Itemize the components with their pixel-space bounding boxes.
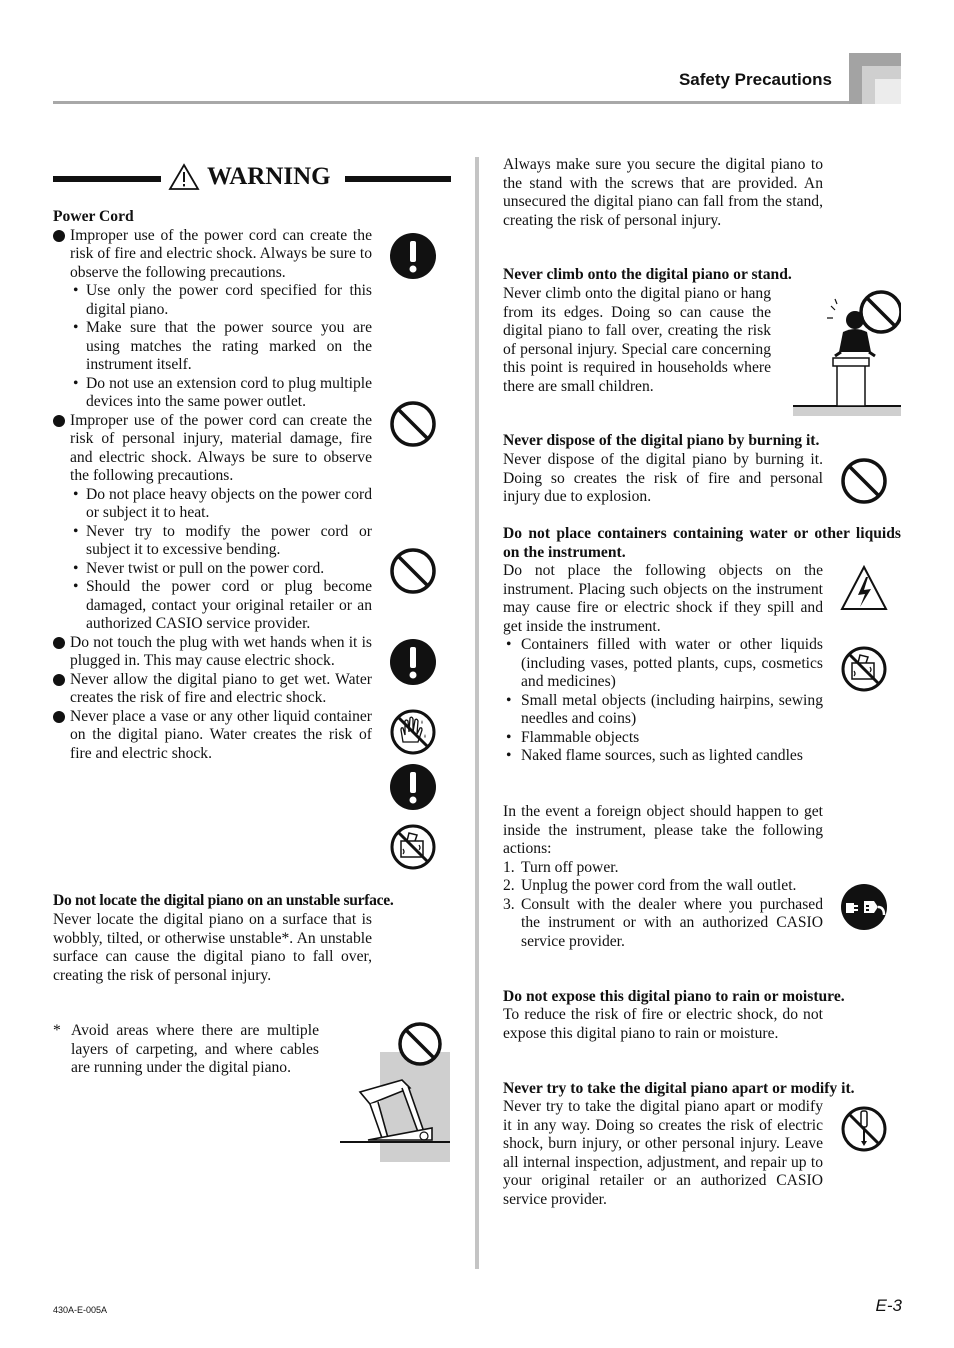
containers-item: • Naked flame sources, such as lighted candles: [506, 747, 803, 764]
bullet-dot: [53, 711, 65, 723]
power-cord-section: [53, 208, 372, 763]
apart-body-block: [503, 1098, 823, 1209]
power-cord-sub-item: • Make sure that the power source you are using matches the rating marked on the instrument itself.: [73, 319, 372, 373]
rain-heading: Do not expose this digital piano to rain or moisture.: [503, 988, 845, 1005]
rain-body: To reduce the risk of fire or electric shock, do not expose this digital piano to rain or moisture.: [503, 1006, 823, 1042]
burn-heading: Never dispose of the digital piano by burning it.: [503, 432, 820, 449]
tilted-piano-icon: [340, 1022, 450, 1162]
foreign-step: 2. Unplug the power cord from the wall outlet.: [503, 877, 797, 894]
secure-text: Always make sure you secure the digital piano to the stand with the screws that are provided. An unsecured the digital piano can fall from the stand, creating the risk of personal injury.: [503, 156, 823, 229]
page-number: E-3: [875, 1296, 902, 1315]
unstable-body: Never locate the digital piano on a surface that is wobbly, tilted, or otherwise unstable*. An unstable surface can cause the digital piano to fall over, creating the risk of personal injury.: [53, 911, 372, 984]
corner-tab-innermost: [875, 79, 901, 104]
containers-item: • Flammable objects: [506, 728, 640, 746]
unstable-heading: Do not locate the digital piano on an unstable surface.: [53, 892, 394, 909]
bullet-text: Never place a vase or any other liquid container on the digital piano. Water creates the risk of fire and electric shock.: [70, 707, 372, 762]
unstable-note: [53, 1022, 319, 1078]
climb-body: Never climb onto the digital piano or hang from its edges. Doing so can cause the digital piano to fall over, creating the risk of personal injury. Special care concerning this point is required in households where there are small children.: [503, 285, 771, 395]
bullet-dot: [53, 637, 65, 649]
warning-title: WARNING: [207, 163, 331, 190]
sub-item-text: Use only the power cord specified for this digital piano.: [86, 282, 372, 318]
unstable-note-block: [53, 1022, 319, 1078]
exclamation-icon: [389, 232, 437, 280]
power-cord-heading: Power Cord: [53, 208, 134, 225]
climb-body-block: [503, 285, 771, 396]
power-cord-sub-item: • Never try to modify the power cord or subject it to excessive bending.: [73, 522, 372, 558]
unstable-body-block: [53, 911, 372, 985]
climb-heading: Never climb onto the digital piano or stand.: [503, 266, 792, 283]
burn-body-block: [503, 451, 823, 507]
rain-body-block: [503, 1006, 823, 1043]
sub-item-text: Make sure that the power source you are using matches the rating marked on the instrument itself.: [86, 319, 372, 373]
burn-body: Never dispose of the digital piano by burning it. Doing so creates the risk of fire and personal injury due to explosion.: [503, 451, 823, 505]
no-climbing-icon: [793, 282, 901, 416]
power-cord-bullet-5: [53, 708, 372, 764]
no-liquid-container-icon: [389, 823, 437, 871]
containers-item-text: Containers filled with water or other liquids (including vases, potted plants, cups, cosmetics and medicines): [521, 636, 823, 690]
power-cord-bullet-3: [53, 634, 372, 671]
warning-bar-right: [345, 176, 451, 182]
containers-item: • Containers filled with water or other liquids (including vases, potted plants, cups, cosmetics and medicines): [506, 636, 823, 690]
warning-bar-left: [53, 176, 161, 182]
no-wet-hands-icon: [389, 708, 437, 756]
containers-heading: Do not place containers containing water or other liquids on the instrument.: [503, 525, 901, 561]
note-asterisk: *: [53, 1022, 61, 1039]
apart-heading-block: [503, 1080, 901, 1099]
bullet-text: Improper use of the power cord can create the risk of personal injury, material damage, fire and electric shock. Always be sure to observe the following precautions.: [70, 411, 372, 484]
note-text: Avoid areas where there are multiple layers of carpeting, and where cables are running under the digital piano.: [71, 1022, 319, 1076]
containers-item-text: Flammable objects: [521, 728, 640, 746]
bullet-text: Do not touch the plug with wet hands when it is plugged in. This may cause electric shock.: [70, 633, 372, 669]
warning-triangle-icon: [168, 163, 200, 191]
bullet-dot: [53, 674, 65, 686]
column-divider: [475, 157, 479, 1269]
containers-item-text: Small metal objects (including hairpins, sewing needles and coins): [521, 691, 823, 727]
no-disassembly-icon: [840, 1105, 888, 1153]
page-header-title: Safety Precautions: [678, 70, 832, 89]
containers-body: Do not place the following objects on the instrument. Placing such objects on the instrument may cause fire or electric shock if they spill and get inside the instrument.: [503, 562, 823, 635]
electric-shock-icon: [840, 565, 888, 611]
power-cord-sub-item: • Do not place heavy objects on the power cord or subject it to heat.: [73, 485, 372, 521]
foreign-body: In the event a foreign object should happen to get inside the instrument, please take the following actions:: [503, 803, 823, 857]
unstable-heading-block: [53, 892, 453, 911]
prohibition-icon: [389, 400, 437, 448]
power-cord-sub-item: • Should the power cord or plug become damaged, contact your original retailer or an authorized CASIO service provider.: [73, 578, 372, 632]
foreign-block: [503, 803, 823, 951]
foreign-step-text: Turn off power.: [521, 858, 619, 876]
exclamation-icon: [389, 638, 437, 686]
bullet-dot: [53, 415, 65, 427]
sub-item-text: Never try to modify the power cord or subject it to excessive bending.: [86, 522, 372, 558]
sub-item-text: Never twist or pull on the power cord.: [86, 559, 325, 577]
secure-block: [503, 156, 823, 230]
burn-heading-block: [503, 432, 901, 451]
bullet-text: Never allow the digital piano to get wet. Water creates the risk of fire and electric shock.: [70, 670, 372, 706]
rain-heading-block: [503, 988, 901, 1007]
foreign-step-text: Consult with the dealer where you purchased the instrument or with an authorized CASIO service provider.: [521, 895, 823, 950]
apart-body: Never try to take the digital piano apart or modify it in any way. Doing so creates the risk of electric shock, burn injury, or other personal injury. Leave all internal inspection, adjustment, and repair up to your original retailer or an authorized CASIO service provider.: [503, 1098, 823, 1208]
power-cord-sub-item: • Never twist or pull on the power cord.: [73, 559, 325, 577]
power-cord-bullet-4: [53, 671, 372, 708]
sub-item-text: Do not place heavy objects on the power cord or subject it to heat.: [86, 485, 372, 521]
unplug-icon: [840, 883, 888, 931]
containers-item: • Small metal objects (including hairpins, sewing needles and coins): [506, 691, 823, 727]
sub-item-text: Do not use an extension cord to plug multiple devices into the same power outlet.: [86, 374, 372, 410]
foreign-step: 1. Turn off power.: [503, 858, 619, 876]
containers-item-text: Naked flame sources, such as lighted candles: [521, 747, 803, 764]
prohibition-icon: [840, 457, 888, 505]
prohibition-icon: [389, 547, 437, 595]
apart-heading: Never try to take the digital piano apart or modify it.: [503, 1080, 855, 1097]
power-cord-sub-item: • Use only the power cord specified for this digital piano.: [73, 282, 372, 318]
exclamation-icon: [389, 763, 437, 811]
header-rule: [53, 101, 849, 104]
bullet-dot: [53, 230, 65, 242]
document-code: 430A-E-005A: [53, 1305, 108, 1315]
no-liquid-container-icon: [840, 645, 888, 693]
power-cord-sub-item: • Do not use an extension cord to plug multiple devices into the same power outlet.: [73, 374, 372, 410]
containers-body-block: [503, 562, 823, 766]
bullet-text: Improper use of the power cord can create the risk of fire and electric shock. Always be sure to observe the following precautions.: [70, 226, 372, 281]
foreign-step: 3. Consult with the dealer where you purchased the instrument or with an authorized CASIO service provider.: [503, 895, 823, 950]
power-cord-bullet-2: [53, 412, 372, 486]
power-cord-bullet-1: [53, 227, 372, 283]
containers-heading-block: [503, 525, 901, 562]
foreign-step-text: Unplug the power cord from the wall outlet.: [521, 877, 797, 894]
sub-item-text: Should the power cord or plug become damaged, contact your original retailer or an authorized CASIO service provider.: [86, 578, 372, 632]
